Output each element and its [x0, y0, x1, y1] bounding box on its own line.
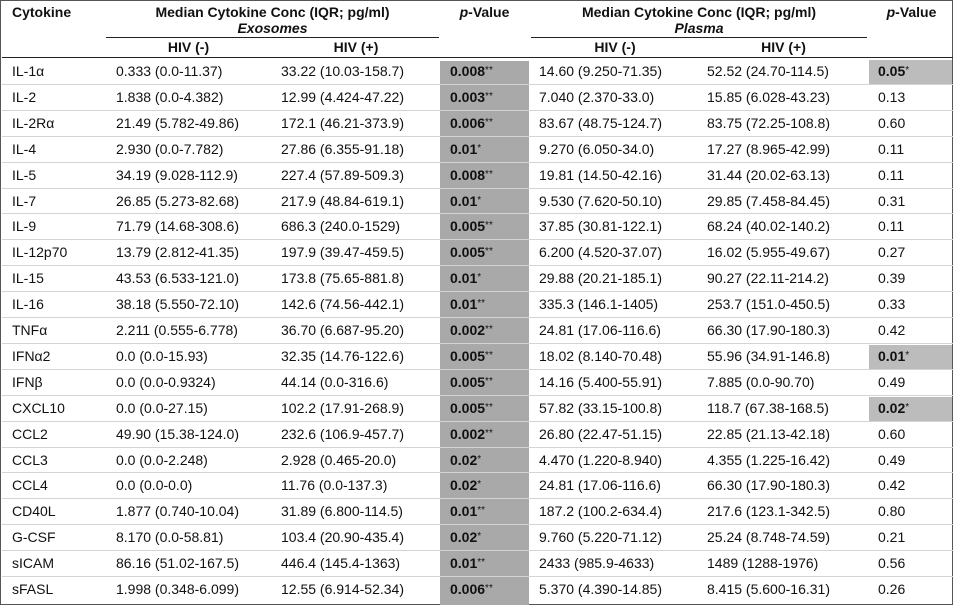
plasma-hiv-pos-value: 55.96 (34.91-146.8) [707, 347, 830, 364]
row-divider [2, 576, 953, 577]
row-divider [2, 213, 953, 214]
plasma-pvalue [878, 529, 905, 545]
exosomes-pvalue [450, 141, 481, 157]
plasma-hiv-neg-value: 5.370 (4.390-14.85) [539, 581, 662, 597]
significance-marker: ** [477, 505, 486, 517]
plasma-hiv-pos-value: 16.02 (5.955-49.67) [707, 244, 830, 261]
plasma-hiv-pos-value: 118.7 (67.38-168.5) [707, 399, 829, 416]
exosomes-pvalue [450, 63, 493, 79]
plasma-hiv-pos-value: 25.24 (8.748-74.59) [707, 529, 830, 546]
significance-marker: ** [485, 583, 493, 594]
cytokine-name: CD40L [12, 503, 56, 520]
significance-marker: * [477, 272, 482, 284]
row-divider [2, 421, 953, 422]
pvalue-number: 0.80 [878, 503, 906, 520]
pvalue-number: 0.11 [878, 140, 905, 157]
exosomes-hiv-pos-value: 32.35 (14.76-122.6) [281, 347, 404, 364]
exosomes-hiv-neg-value: 0.0 (0.0-15.93) [116, 347, 208, 364]
plasma-hiv-pos-value: 8.415 (5.600-16.31) [707, 581, 830, 597]
header-exosomes-hiv-neg: HIV (-) [167, 39, 210, 55]
cytokine-name: sFASL [12, 581, 54, 597]
pvalue-number: 0.01 [450, 270, 478, 287]
exosomes-pvalue [450, 322, 493, 338]
significance-marker: * [477, 142, 482, 154]
p-italic: p [459, 4, 469, 20]
exosomes-hiv-neg-value: 1.838 (0.0-4.382) [116, 88, 224, 105]
pvalue-number: 0.49 [878, 373, 906, 390]
exosomes-pvalue [450, 296, 485, 312]
significance-marker: ** [485, 65, 493, 76]
exosomes-hiv-pos-value: 172.1 (46.21-373.9) [281, 114, 404, 131]
header-exosomes-median: Median Cytokine Conc (IQR; pg/ml) [155, 4, 390, 20]
exosomes-hiv-pos-value: 446.4 (145.4-1363) [281, 555, 401, 572]
exosomes-pvalue [450, 348, 493, 364]
exosomes-pvalue [450, 555, 485, 571]
plasma-hiv-pos-value: 66.30 (17.90-180.3) [707, 477, 830, 494]
row-divider [2, 550, 953, 551]
plasma-pvalue [878, 270, 905, 286]
plasma-hiv-neg-value: 335.3 (146.1-1405) [539, 296, 659, 313]
p-italic: p [886, 4, 896, 20]
plasma-pvalue [878, 322, 905, 338]
exosomes-hiv-pos-value: 232.6 (106.9-457.7) [281, 425, 404, 442]
header-exosomes-hiv-pos: HIV (+) [333, 39, 379, 55]
plasma-pvalue [878, 452, 905, 468]
pvalue-number: 0.02 [450, 529, 478, 546]
exosomes-hiv-neg-value: 2.211 (0.555-6.778) [116, 322, 238, 338]
plasma-hiv-pos-value: 29.85 (7.458-84.45) [707, 192, 830, 209]
plasma-hiv-neg-value: 9.530 (7.620-50.10) [539, 192, 662, 209]
header-plasma-hiv-neg: HIV (-) [594, 39, 636, 55]
significance-marker: ** [485, 375, 493, 387]
row-divider [2, 84, 953, 85]
plasma-hiv-neg-value: 9.760 (5.220-71.12) [539, 529, 662, 546]
plasma-pvalue [878, 296, 905, 312]
plasma-hiv-neg-value: 2433 (985.9-4633) [539, 555, 655, 572]
exosomes-pvalue [450, 374, 493, 390]
exosomes-hiv-pos-value: 217.9 (48.84-619.1) [281, 192, 404, 209]
cytokine-name: CCL2 [12, 425, 48, 442]
cytokine-name: TNFα [12, 322, 48, 338]
plasma-pvalue [878, 89, 905, 105]
row-divider [2, 265, 953, 266]
row-divider [2, 110, 953, 111]
exosomes-hiv-pos-value: 36.70 (6.687-95.20) [281, 322, 404, 338]
plasma-hiv-neg-value: 18.02 (8.140-70.48) [539, 347, 662, 364]
pvalue-number: 0.05 [878, 63, 906, 79]
cytokine-name: IL-9 [12, 218, 37, 235]
pvalue-number: 0.008 [450, 166, 486, 183]
exosomes-pvalue [450, 426, 493, 442]
pvalue-number: 0.60 [878, 425, 906, 442]
exosomes-pvalue [450, 581, 493, 597]
significance-marker: * [905, 401, 910, 413]
cytokine-name: IL-4 [12, 140, 37, 157]
exosomes-hiv-pos-value: 27.86 (6.355-91.18) [281, 140, 404, 157]
pvalue-number: 0.01 [450, 140, 478, 157]
pvalue-number: 0.56 [878, 555, 906, 572]
plasma-pvalue [878, 63, 909, 79]
cytokine-name: IL-7 [12, 192, 37, 209]
row-divider [2, 136, 953, 137]
significance-marker: * [477, 531, 482, 543]
pvalue-number: 0.11 [878, 166, 905, 183]
exosomes-hiv-neg-value: 21.49 (5.782-49.86) [116, 114, 239, 131]
plasma-hiv-neg-value: 57.82 (33.15-100.8) [539, 399, 662, 416]
exosomes-pvalue [450, 270, 481, 286]
significance-marker: * [905, 349, 910, 361]
pvalue-number: 0.005 [450, 347, 486, 364]
plasma-pvalue [878, 426, 905, 442]
plasma-hiv-neg-value: 4.470 (1.220-8.940) [539, 451, 662, 468]
plasma-pvalue [878, 374, 905, 390]
plasma-hiv-pos-value: 31.44 (20.02-63.13) [707, 166, 830, 183]
pvalue-number: 0.49 [878, 451, 906, 468]
cytokine-name: IFNα2 [12, 347, 51, 364]
header-plasma-pvalue [869, 4, 953, 20]
pvalue-number: 0.11 [878, 218, 905, 235]
pvalue-number: 0.002 [450, 425, 486, 442]
plasma-hiv-pos-value: 83.75 (72.25-108.8) [707, 114, 830, 131]
exosomes-pvalue [450, 193, 481, 209]
plasma-hiv-neg-value: 19.81 (14.50-42.16) [539, 166, 662, 183]
header-plasma-hiv-pos: HIV (+) [761, 39, 806, 55]
exosomes-hiv-pos-value: 2.928 (0.465-20.0) [281, 451, 397, 468]
significance-marker: * [477, 453, 482, 465]
pvalue-number: 0.006 [450, 114, 486, 131]
row-divider [2, 447, 953, 448]
exosomes-pvalue [450, 529, 481, 545]
exosomes-hiv-pos-value: 31.89 (6.800-114.5) [281, 503, 403, 520]
plasma-hiv-neg-value: 37.85 (30.81-122.1) [539, 218, 662, 235]
plasma-hiv-neg-value: 24.81 (17.06-116.6) [539, 322, 661, 338]
plasma-hiv-neg-value: 14.60 (9.250-71.35) [539, 63, 662, 79]
significance-marker: ** [485, 168, 493, 180]
plasma-hiv-pos-value: 4.355 (1.225-16.42) [707, 451, 830, 468]
exosomes-hiv-neg-value: 34.19 (9.028-112.9) [116, 166, 238, 183]
pvalue-number: 0.42 [878, 322, 906, 338]
significance-marker: * [477, 479, 482, 491]
row-divider [2, 343, 953, 344]
exosomes-hiv-pos-value: 173.8 (75.65-881.8) [281, 270, 404, 287]
pvalue-number: 0.003 [450, 88, 486, 105]
cytokine-name: IL-5 [12, 166, 37, 183]
exosomes-hiv-pos-value: 142.6 (74.56-442.1) [281, 296, 404, 313]
plasma-hiv-neg-value: 6.200 (4.520-37.07) [539, 244, 662, 261]
p-rest: -Value [895, 4, 937, 20]
plasma-hiv-neg-value: 83.67 (48.75-124.7) [539, 114, 662, 131]
exosomes-hiv-neg-value: 1.998 (0.348-6.099) [116, 581, 239, 597]
plasma-pvalue [878, 477, 905, 493]
exosomes-hiv-neg-value: 49.90 (15.38-124.0) [116, 425, 239, 442]
exosomes-hiv-pos-value: 44.14 (0.0-316.6) [281, 373, 389, 390]
significance-marker: ** [477, 557, 486, 569]
significance-marker: * [905, 65, 910, 76]
cytokine-name: IL-16 [12, 296, 44, 313]
cytokine-name: IL-1α [12, 63, 45, 79]
plasma-hiv-pos-value: 52.52 (24.70-114.5) [707, 63, 829, 79]
exosomes-hiv-neg-value: 26.85 (5.273-82.68) [116, 192, 239, 209]
header-exosomes-pvalue [440, 4, 529, 20]
row-divider [2, 317, 953, 318]
plasma-hiv-neg-value: 9.270 (6.050-34.0) [539, 140, 655, 157]
plasma-hiv-pos-value: 68.24 (40.02-140.2) [707, 218, 830, 235]
significance-marker: ** [485, 220, 493, 232]
cytokine-name: CCL4 [12, 477, 48, 494]
exosomes-hiv-pos-value: 686.3 (240.0-1529) [281, 218, 401, 235]
plasma-hiv-pos-value: 90.27 (22.11-214.2) [707, 270, 829, 287]
exosomes-pvalue [450, 452, 481, 468]
plasma-hiv-pos-value: 15.85 (6.028-43.23) [707, 88, 830, 105]
exosomes-pvalue [450, 89, 493, 105]
plasma-pvalue [878, 400, 909, 416]
row-divider [2, 291, 953, 292]
exosomes-hiv-neg-value: 38.18 (5.550-72.10) [116, 296, 239, 313]
exosomes-hiv-neg-value: 71.79 (14.68-308.6) [116, 218, 239, 235]
exosomes-hiv-pos-value: 12.99 (4.424-47.22) [281, 88, 404, 105]
pvalue-number: 0.002 [450, 322, 486, 338]
significance-marker: * [477, 194, 482, 206]
exosomes-hiv-pos-value: 227.4 (57.89-509.3) [281, 166, 404, 183]
plasma-hiv-neg-value: 24.81 (17.06-116.6) [539, 477, 661, 494]
row-divider [2, 239, 953, 240]
pvalue-number: 0.005 [450, 244, 486, 261]
exosomes-hiv-neg-value: 0.0 (0.0-27.15) [116, 399, 208, 416]
exosomes-pvalue [450, 400, 493, 416]
cytokine-name: G-CSF [12, 529, 56, 546]
pvalue-number: 0.01 [878, 347, 906, 364]
exosomes-hiv-pos-value: 102.2 (17.91-268.9) [281, 399, 404, 416]
plasma-hiv-pos-value: 22.85 (21.13-42.18) [707, 425, 830, 442]
exosomes-hiv-neg-value: 43.53 (6.533-121.0) [116, 270, 239, 287]
row-divider [2, 498, 953, 499]
pvalue-number: 0.27 [878, 244, 906, 261]
exosomes-hiv-neg-value: 0.333 (0.0-11.37) [116, 63, 223, 79]
exosomes-hiv-neg-value: 2.930 (0.0-7.782) [116, 140, 224, 157]
significance-marker: ** [485, 324, 493, 335]
plasma-pvalue [878, 115, 905, 131]
pvalue-number: 0.26 [878, 581, 906, 597]
header-bottom-rule [2, 57, 953, 58]
cytokine-name: sICAM [12, 555, 54, 572]
pvalue-number: 0.02 [450, 477, 478, 494]
significance-marker: ** [485, 116, 493, 128]
significance-marker: ** [477, 298, 486, 310]
plasma-group-underline [531, 37, 867, 38]
row-divider [2, 188, 953, 189]
row-divider [2, 162, 953, 163]
plasma-hiv-neg-value: 29.88 (20.21-185.1) [539, 270, 662, 287]
cytokine-name: IL-2Rα [12, 114, 55, 131]
plasma-hiv-neg-value: 7.040 (2.370-33.0) [539, 88, 655, 105]
significance-marker: ** [485, 401, 493, 413]
pvalue-number: 0.008 [450, 63, 486, 79]
plasma-pvalue [878, 348, 909, 364]
cytokine-name: IFNβ [12, 373, 43, 390]
plasma-hiv-neg-value: 14.16 (5.400-55.91) [539, 373, 662, 390]
pvalue-number: 0.005 [450, 218, 486, 235]
exosomes-pvalue [450, 477, 481, 493]
plasma-pvalue [878, 167, 904, 183]
cytokine-name: IL-2 [12, 88, 37, 105]
row-divider [2, 395, 953, 396]
exosomes-pvalue [450, 115, 493, 131]
pvalue-number: 0.01 [450, 503, 478, 520]
plasma-pvalue [878, 141, 904, 157]
exosomes-hiv-neg-value: 0.0 (0.0-2.248) [116, 451, 208, 468]
exosomes-hiv-neg-value: 1.877 (0.740-10.04) [116, 503, 239, 520]
pvalue-number: 0.005 [450, 399, 486, 416]
pvalue-number: 0.42 [878, 477, 906, 494]
pvalue-number: 0.39 [878, 270, 906, 287]
plasma-pvalue [878, 503, 905, 519]
cytokine-name: CCL3 [12, 451, 48, 468]
significance-marker: ** [485, 427, 493, 439]
significance-marker: ** [485, 90, 493, 102]
exosomes-pvalue [450, 503, 485, 519]
plasma-hiv-neg-value: 26.80 (22.47-51.15) [539, 425, 662, 442]
exosomes-hiv-pos-value: 197.9 (39.47-459.5) [281, 244, 404, 261]
pvalue-number: 0.01 [450, 296, 478, 313]
plasma-pvalue [878, 555, 905, 571]
pvalue-number: 0.02 [878, 399, 906, 416]
row-divider [2, 472, 953, 473]
row-divider [2, 524, 953, 525]
plasma-hiv-pos-value: 17.27 (8.965-42.99) [707, 140, 830, 157]
header-plasma-median: Median Cytokine Conc (IQR; pg/ml) [581, 4, 817, 20]
cytokine-name: IL-15 [12, 270, 44, 287]
exosomes-hiv-neg-value: 8.170 (0.0-58.81) [116, 529, 224, 546]
plasma-hiv-pos-value: 7.885 (0.0-90.70) [707, 373, 815, 390]
plasma-pvalue [878, 218, 904, 234]
plasma-hiv-neg-value: 187.2 (100.2-634.4) [539, 503, 662, 520]
cytokine-name: CXCL10 [12, 399, 65, 416]
plasma-pvalue [878, 581, 905, 597]
exosomes-hiv-pos-value: 103.4 (20.90-435.4) [281, 529, 404, 546]
pvalue-number: 0.006 [450, 581, 486, 597]
significance-marker: ** [485, 246, 493, 258]
pvalue-number: 0.005 [450, 373, 486, 390]
pvalue-number: 0.01 [450, 192, 478, 209]
plasma-hiv-pos-value: 253.7 (151.0-450.5) [707, 296, 830, 313]
exosomes-pvalue [450, 218, 493, 234]
header-exosomes-label: Exosomes [237, 20, 308, 36]
pvalue-number: 0.01 [450, 555, 478, 572]
pvalue-number: 0.21 [878, 529, 906, 546]
pvalue-number: 0.13 [878, 88, 906, 105]
exosomes-group-underline [106, 37, 439, 38]
pvalue-number: 0.33 [878, 296, 906, 313]
exosomes-pvalue [450, 244, 493, 260]
header-cytokine: Cytokine [12, 4, 72, 20]
pvalue-number: 0.60 [878, 114, 906, 131]
exosomes-hiv-neg-value: 13.79 (2.812-41.35) [116, 244, 239, 261]
significance-marker: ** [485, 349, 493, 361]
pvalue-number: 0.02 [450, 451, 478, 468]
plasma-hiv-pos-value: 1489 (1288-1976) [707, 555, 819, 572]
plasma-pvalue [878, 193, 905, 209]
cytokine-name: IL-12p70 [12, 244, 68, 261]
exosomes-pvalue [450, 167, 493, 183]
plasma-hiv-pos-value: 66.30 (17.90-180.3) [707, 322, 830, 338]
exosomes-hiv-neg-value: 0.0 (0.0-0.0) [116, 477, 193, 494]
exosomes-hiv-pos-value: 11.76 (0.0-137.3) [281, 477, 388, 494]
plasma-hiv-pos-value: 217.6 (123.1-342.5) [707, 503, 830, 520]
row-divider [2, 369, 953, 370]
plasma-pvalue [878, 244, 905, 260]
exosomes-hiv-pos-value: 12.55 (6.914-52.34) [281, 581, 404, 597]
pvalue-number: 0.31 [878, 192, 906, 209]
exosomes-hiv-neg-value: 86.16 (51.02-167.5) [116, 555, 239, 572]
header-plasma-label: Plasma [674, 20, 724, 36]
exosomes-hiv-neg-value: 0.0 (0.0-0.9324) [116, 373, 216, 390]
p-rest: -Value [468, 4, 510, 20]
exosomes-hiv-pos-value: 33.22 (10.03-158.7) [281, 63, 404, 79]
